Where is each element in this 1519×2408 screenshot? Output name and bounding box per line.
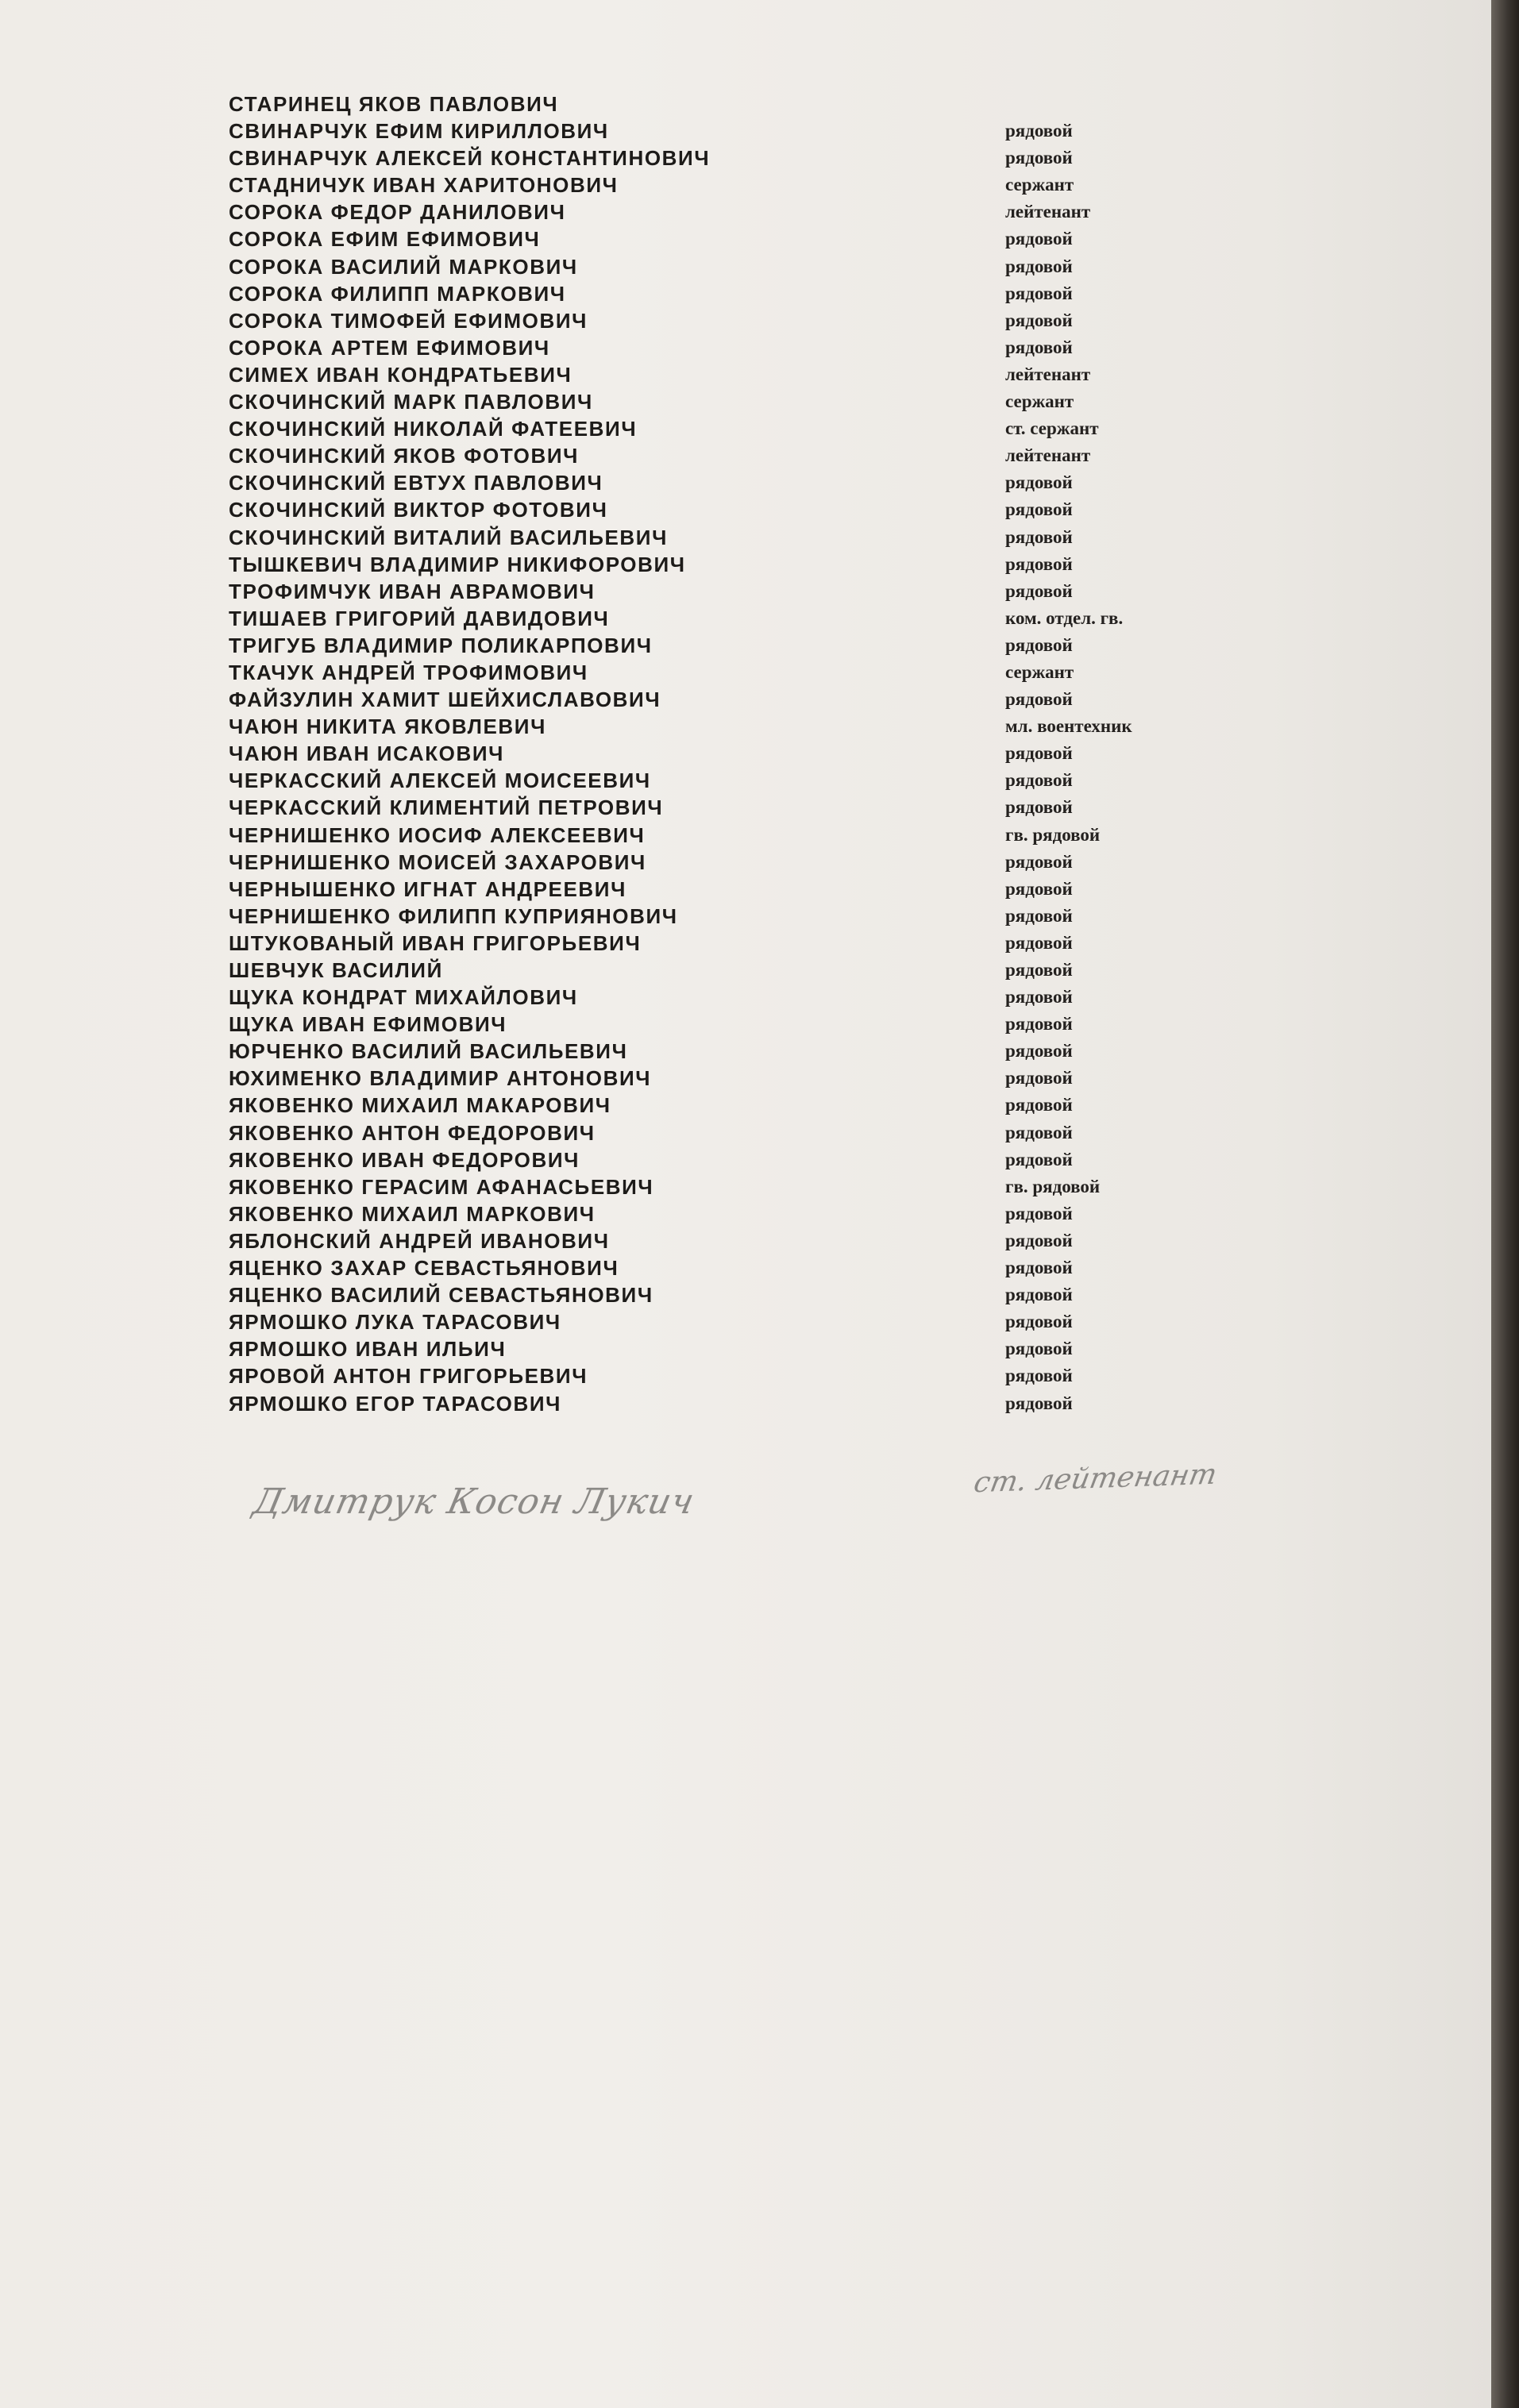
military-rank: рядовой [1005,851,1073,872]
roster-row [229,1011,1261,1038]
person-name: ЧЕРНИШЕНКО ФИЛИПП КУПРИЯНОВИЧ [229,903,678,928]
person-name: СКОЧИНСКИЙ ЯКОВ ФОТОВИЧ [229,444,580,468]
person-name: СКОЧИНСКИЙ НИКОЛАЙ ФАТЕЕВИЧ [229,417,638,441]
person-name: СОРОКА ВАСИЛИЙ МАРКОВИЧ [229,254,578,279]
roster-row [229,632,1261,659]
military-rank: мл. воентехник [1005,716,1132,737]
military-rank: рядовой [1005,337,1073,357]
person-name: СОРОКА ФИЛИПП МАРКОВИЧ [229,281,566,306]
military-rank: рядовой [1005,1258,1073,1278]
roster-row [229,1065,1261,1092]
person-name: ЯРМОШКО ИВАН ИЛЬИЧ [229,1337,507,1362]
person-name: ТКАЧУК АНДРЕЙ ТРОФИМОВИЧ [229,660,588,684]
person-name: ТЫШКЕВИЧ ВЛАДИМИР НИКИФОРОВИЧ [229,552,686,576]
person-name: СОРОКА ФЕДОР ДАНИЛОВИЧ [229,200,566,225]
roster-row [229,280,1261,307]
roster-row [229,307,1261,334]
military-rank: рядовой [1005,310,1073,330]
person-name: СКОЧИНСКИЙ ВИТАЛИЙ ВАСИЛЬЕВИЧ [229,525,668,549]
military-rank: рядовой [1005,1149,1073,1169]
military-rank: рядовой [1005,905,1073,926]
person-name: ЯКОВЕНКО ГЕРАСИМ АФАНАСЬЕВИЧ [229,1174,654,1199]
military-rank: рядовой [1005,1203,1073,1223]
military-rank: гв. рядовой [1005,824,1101,845]
person-name: ЧАЮН НИКИТА ЯКОВЛЕВИЧ [229,715,546,739]
roster-row [229,1390,1261,1417]
military-rank: рядовой [1005,689,1073,710]
roster-row [229,1335,1261,1362]
roster-row [229,849,1261,876]
person-name: ЧЕРНИШЕНКО ИОСИФ АЛЕКСЕЕВИЧ [229,823,646,847]
person-name: ЯКОВЕНКО ИВАН ФЕДОРОВИЧ [229,1147,580,1172]
handwritten-rank: ст. лейтенант [971,1458,1220,1500]
military-rank: рядовой [1005,743,1073,764]
roster-row [229,496,1261,523]
roster-row [229,253,1261,280]
roster-row [229,659,1261,686]
person-name: СОРОКА ЕФИМ ЕФИМОВИЧ [229,227,541,252]
roster-row [229,524,1261,551]
military-rank: рядовой [1005,283,1073,303]
person-name: СОРОКА ТИМОФЕЙ ЕФИМОВИЧ [229,308,588,333]
person-name: ЩУКА КОНДРАТ МИХАЙЛОВИЧ [229,985,578,1010]
page-edge-shadow [1491,0,1519,2408]
military-rank: рядовой [1005,526,1073,547]
person-name: ЧАЮН ИВАН ИСАКОВИЧ [229,742,505,766]
roster-row [229,469,1261,496]
military-rank: сержант [1005,175,1074,195]
military-rank: рядовой [1005,1366,1073,1386]
military-rank: сержант [1005,391,1074,412]
military-rank: рядовой [1005,1068,1073,1088]
person-name: СТАДНИЧУК ИВАН ХАРИТОНОВИЧ [229,173,619,198]
roster-row [229,388,1261,415]
military-rank: рядовой [1005,1095,1073,1115]
roster-row [229,1254,1261,1281]
person-name: СИМЕХ ИВАН КОНДРАТЬЕВИЧ [229,362,573,387]
roster-row [229,118,1261,144]
military-rank: рядовой [1005,987,1073,1008]
person-name: ЯКОВЕНКО МИХАИЛ МАРКОВИЧ [229,1201,596,1226]
person-name: СВИНАРЧУК АЛЕКСЕЙ КОНСТАНТИНОВИЧ [229,146,711,171]
military-rank: рядовой [1005,878,1073,899]
roster-row [229,225,1261,252]
person-name: СКОЧИНСКИЙ МАРК ПАВЛОВИЧ [229,390,593,414]
roster-row [229,1038,1261,1065]
military-rank: рядовой [1005,256,1073,276]
person-name: СТАРИНЕЦ ЯКОВ ПАВЛОВИЧ [229,92,559,116]
person-name: ЧЕРКАССКИЙ АЛЕКСЕЙ МОИСЕЕВИЧ [229,769,651,793]
roster-row [229,1119,1261,1146]
military-rank: лейтенант [1005,445,1091,466]
roster-row [229,442,1261,469]
roster-row [229,1362,1261,1389]
military-rank: рядовой [1005,634,1073,655]
person-name: ЯЦЕНКО ВАСИЛИЙ СЕВАСТЬЯНОВИЧ [229,1283,653,1308]
roster-row [229,361,1261,388]
roster-row [229,415,1261,442]
person-name: ЯРМОШКО ЕГОР ТАРАСОВИЧ [229,1391,562,1416]
roster-row [229,578,1261,605]
person-name: ЯКОВЕНКО АНТОН ФЕДОРОВИЧ [229,1120,596,1145]
roster-row [229,876,1261,903]
military-rank: ст. сержант [1005,418,1099,439]
roster-row [229,984,1261,1011]
handwritten-name: Дмитрук Косон Лукич [249,1481,699,1522]
person-name: СОРОКА АРТЕМ ЕФИМОВИЧ [229,335,550,360]
roster-row [229,713,1261,740]
military-rank: гв. рядовой [1005,1176,1101,1196]
roster-row [229,930,1261,957]
military-rank: рядовой [1005,1312,1073,1332]
roster-row [229,903,1261,930]
roster-row [229,91,1261,118]
military-rank: рядовой [1005,1339,1073,1359]
roster-row [229,1092,1261,1119]
person-name: ЯРМОШКО ЛУКА ТАРАСОВИЧ [229,1310,561,1335]
military-rank: рядовой [1005,148,1073,168]
person-name: ТРИГУБ ВЛАДИМИР ПОЛИКАРПОВИЧ [229,633,653,657]
roster-row [229,1173,1261,1200]
military-rank: рядовой [1005,1285,1073,1305]
person-name: ШТУКОВАНЫЙ ИВАН ГРИГОРЬЕВИЧ [229,930,642,955]
military-rank: рядовой [1005,229,1073,249]
military-rank: рядовой [1005,499,1073,520]
roster-row [229,1146,1261,1173]
military-rank: рядовой [1005,580,1073,601]
person-name: ЯБЛОНСКИЙ АНДРЕЙ ИВАНОВИЧ [229,1228,610,1253]
roster-list [229,91,1261,1417]
roster-row [229,1200,1261,1227]
roster-row [229,794,1261,821]
roster-row [229,1281,1261,1308]
person-name: ТРОФИМЧУК ИВАН АВРАМОВИЧ [229,579,596,603]
person-name: ЧЕРНИШЕНКО МОИСЕЙ ЗАХАРОВИЧ [229,850,646,874]
person-name: ЯРОВОЙ АНТОН ГРИГОРЬЕВИЧ [229,1364,588,1389]
military-rank: рядовой [1005,797,1073,818]
person-name: ЧЕРКАССКИЙ КЛИМЕНТИЙ ПЕТРОВИЧ [229,796,664,820]
person-name: ТИШАЕВ ГРИГОРИЙ ДАВИДОВИЧ [229,606,610,630]
military-rank: рядовой [1005,960,1073,980]
military-rank: лейтенант [1005,202,1091,222]
roster-row [229,605,1261,632]
person-name: ФАЙЗУЛИН ХАМИТ ШЕЙХИСЛАВОВИЧ [229,688,661,712]
person-name: ЯКОВЕНКО МИХАИЛ МАКАРОВИЧ [229,1093,611,1118]
person-name: ЮХИМЕНКО ВЛАДИМИР АНТОНОВИЧ [229,1066,652,1091]
military-rank: рядовой [1005,1041,1073,1061]
military-rank: рядовой [1005,770,1073,791]
military-rank: рядовой [1005,1393,1073,1413]
person-name: СВИНАРЧУК ЕФИМ КИРИЛЛОВИЧ [229,119,609,144]
military-rank: рядовой [1005,932,1073,953]
military-rank: рядовой [1005,121,1073,141]
roster-row [229,957,1261,984]
military-rank: рядовой [1005,553,1073,574]
military-rank: ком. отдел. гв. [1005,607,1124,628]
military-rank: рядовой [1005,1122,1073,1142]
roster-row [229,334,1261,361]
military-rank: рядовой [1005,472,1073,493]
military-rank: лейтенант [1005,364,1091,384]
roster-row [229,171,1261,198]
person-name: ЮРЧЕНКО ВАСИЛИЙ ВАСИЛЬЕВИЧ [229,1039,628,1064]
person-name: ШЕВЧУК ВАСИЛИЙ [229,958,443,982]
roster-row [229,1227,1261,1254]
person-name: СКОЧИНСКИЙ ВИКТОР ФОТОВИЧ [229,498,608,522]
roster-row [229,144,1261,171]
roster-row [229,767,1261,794]
roster-row [229,822,1261,849]
roster-row [229,1308,1261,1335]
military-rank: рядовой [1005,1014,1073,1034]
roster-row [229,551,1261,578]
roster-row [229,198,1261,225]
person-name: ЩУКА ИВАН ЕФИМОВИЧ [229,1012,507,1037]
military-rank: рядовой [1005,1230,1073,1250]
military-rank: сержант [1005,661,1074,682]
person-name: ЯЦЕНКО ЗАХАР СЕВАСТЬЯНОВИЧ [229,1256,619,1281]
roster-row [229,740,1261,767]
roster-row [229,686,1261,713]
person-name: ЧЕРНЫШЕНКО ИГНАТ АНДРЕЕВИЧ [229,877,626,901]
person-name: СКОЧИНСКИЙ ЕВТУХ ПАВЛОВИЧ [229,471,603,495]
